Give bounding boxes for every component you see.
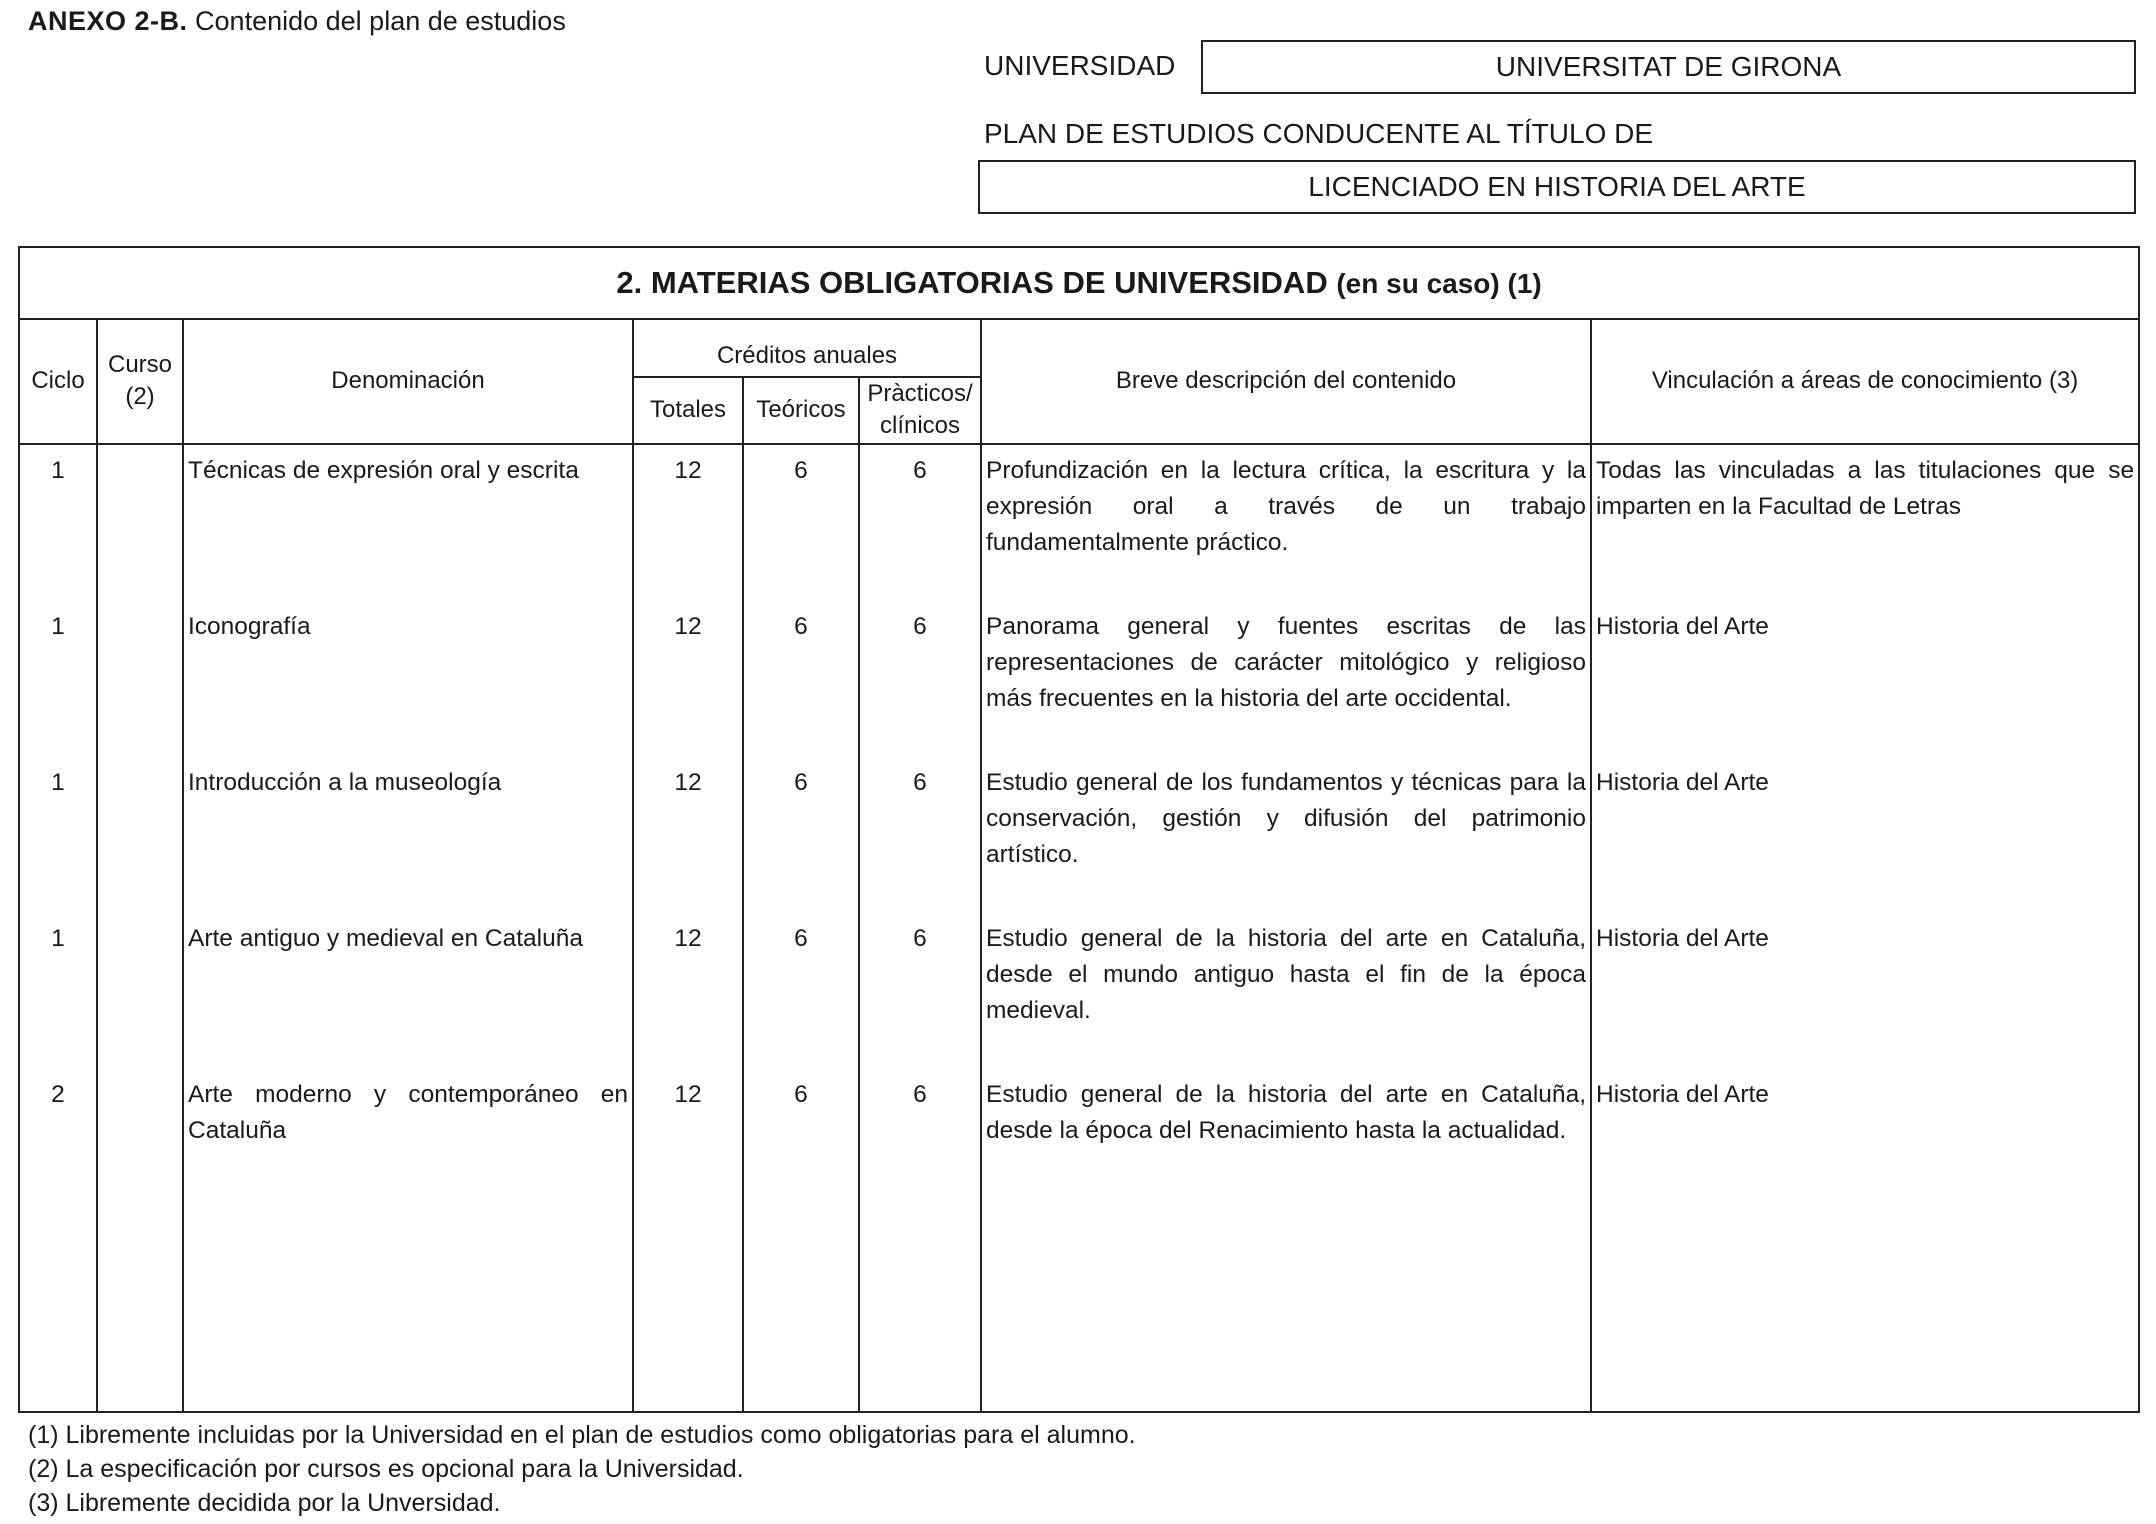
col-header-teoricos: Teóricos: [743, 377, 859, 444]
cell-totales: 12: [674, 1080, 702, 1108]
cell-vinculacion: Historia del Arte: [1596, 1080, 1769, 1108]
cell-vinculacion: Todas las vinculadas a las titulaciones que se imparten en la Facultad de Letras: [1596, 456, 2135, 520]
footnote-3: (3) Libremente decidida por la Unversidad.: [28, 1489, 501, 1517]
cell-curso: [98, 765, 182, 913]
plan-label: PLAN DE ESTUDIOS CONDUCENTE AL TÍTULO DE: [984, 118, 1654, 149]
col-header-totales: Totales: [633, 377, 743, 444]
cell-practicos: 6: [913, 768, 927, 796]
col-header-denominacion: Denominación: [183, 319, 633, 444]
cell-practicos: 6: [913, 456, 927, 484]
cell-vinculacion: Historia del Arte: [1596, 768, 1769, 796]
cell-totales: 12: [674, 456, 702, 484]
cell-descripcion: Estudio general de los fundamentos y técnicas para la conservación, gestión y difusión del patrimonio artístico.: [986, 768, 1586, 868]
cell-teoricos: 6: [794, 1080, 808, 1108]
degree-title-value: LICENCIADO EN HISTORIA DEL ARTE: [1308, 171, 1806, 202]
cell-teoricos: 6: [794, 456, 808, 484]
cell-denominacion: Introducción a la museología: [188, 768, 502, 796]
cell-descripcion: Profundización en la lectura crítica, la escritura y la expresión oral a través de un trabajo fundamentalmente práctico.: [986, 456, 1586, 556]
cell-teoricos: 6: [794, 924, 808, 952]
col-header-ciclo: Ciclo: [19, 319, 97, 444]
cell-vinculacion: Historia del Arte: [1596, 612, 1769, 640]
cell-ciclo: 1: [51, 924, 65, 952]
cell-teoricos: 6: [794, 768, 808, 796]
degree-title-field: [978, 160, 2136, 214]
col-header-descripcion: Breve descripción del contenido: [981, 319, 1591, 444]
footnotes: [28, 1418, 1136, 1520]
cell-denominacion: Arte antiguo y medieval en Cataluña: [188, 924, 583, 952]
cell-teoricos: 6: [794, 612, 808, 640]
col-header-creditos: Créditos anuales: [633, 319, 981, 377]
table-row: [19, 601, 2139, 757]
cell-practicos: 6: [913, 1080, 927, 1108]
annex-text: Contenido del plan de estudios: [195, 6, 566, 36]
col-header-vinculacion: Vinculación a áreas de conocimiento (3): [1591, 319, 2139, 444]
cell-denominacion: Técnicas de expresión oral y escrita: [188, 456, 579, 484]
cell-curso: [98, 609, 182, 757]
col-header-practicos: Pràcticos/ clínicos: [859, 377, 981, 444]
cell-curso: [98, 453, 182, 601]
cell-vinculacion: Historia del Arte: [1596, 924, 1769, 952]
table-row: [19, 913, 2139, 1069]
footnote-1: (1) Libremente incluidas por la Universidad en el plan de estudios como obligatorias para el alumno.: [28, 1421, 1136, 1449]
subjects-table: [18, 246, 2140, 1413]
annex-label: ANEXO 2-B.: [28, 6, 188, 36]
university-value: UNIVERSITAT DE GIRONA: [1495, 51, 1842, 82]
cell-descripcion: Panorama general y fuentes escritas de las representaciones de carácter mitológico y religioso más frecuentes en la historia del arte occidental.: [986, 612, 1586, 712]
section-title: [19, 247, 2139, 319]
cell-denominacion: Iconografía: [188, 612, 311, 640]
cell-totales: 12: [674, 612, 702, 640]
cell-descripcion: Estudio general de la historia del arte en Cataluña, desde el mundo antiguo hasta el fin de la época medieval.: [986, 924, 1586, 1024]
cell-ciclo: 1: [51, 768, 65, 796]
cell-totales: 12: [674, 924, 702, 952]
cell-descripcion: Estudio general de la historia del arte en Cataluña, desde la época del Renacimiento hasta la actualidad.: [986, 1080, 1586, 1144]
university-label: UNIVERSIDAD: [984, 50, 1176, 81]
section-title-suffix: (en su caso) (1): [1336, 268, 1542, 299]
cell-practicos: 6: [913, 612, 927, 640]
annex-heading: [28, 6, 566, 37]
cell-ciclo: 1: [51, 456, 65, 484]
cell-totales: 12: [674, 768, 702, 796]
cell-curso: [98, 921, 182, 1069]
table-row: [19, 757, 2139, 913]
table-row: [19, 444, 2139, 601]
university-field: [1201, 40, 2136, 94]
section-title-main: 2. MATERIAS OBLIGATORIAS DE UNIVERSIDAD: [616, 265, 1328, 300]
table-row: [19, 1069, 2139, 1149]
cell-ciclo: 2: [51, 1080, 65, 1108]
cell-denominacion: Arte moderno y contemporáneo en Cataluña: [188, 1080, 628, 1144]
cell-ciclo: 1: [51, 612, 65, 640]
cell-practicos: 6: [913, 924, 927, 952]
col-header-curso: Curso (2): [97, 319, 183, 444]
footnote-2: (2) La especificación por cursos es opcional para la Universidad.: [28, 1455, 744, 1483]
table-filler-row: [19, 1149, 2139, 1412]
